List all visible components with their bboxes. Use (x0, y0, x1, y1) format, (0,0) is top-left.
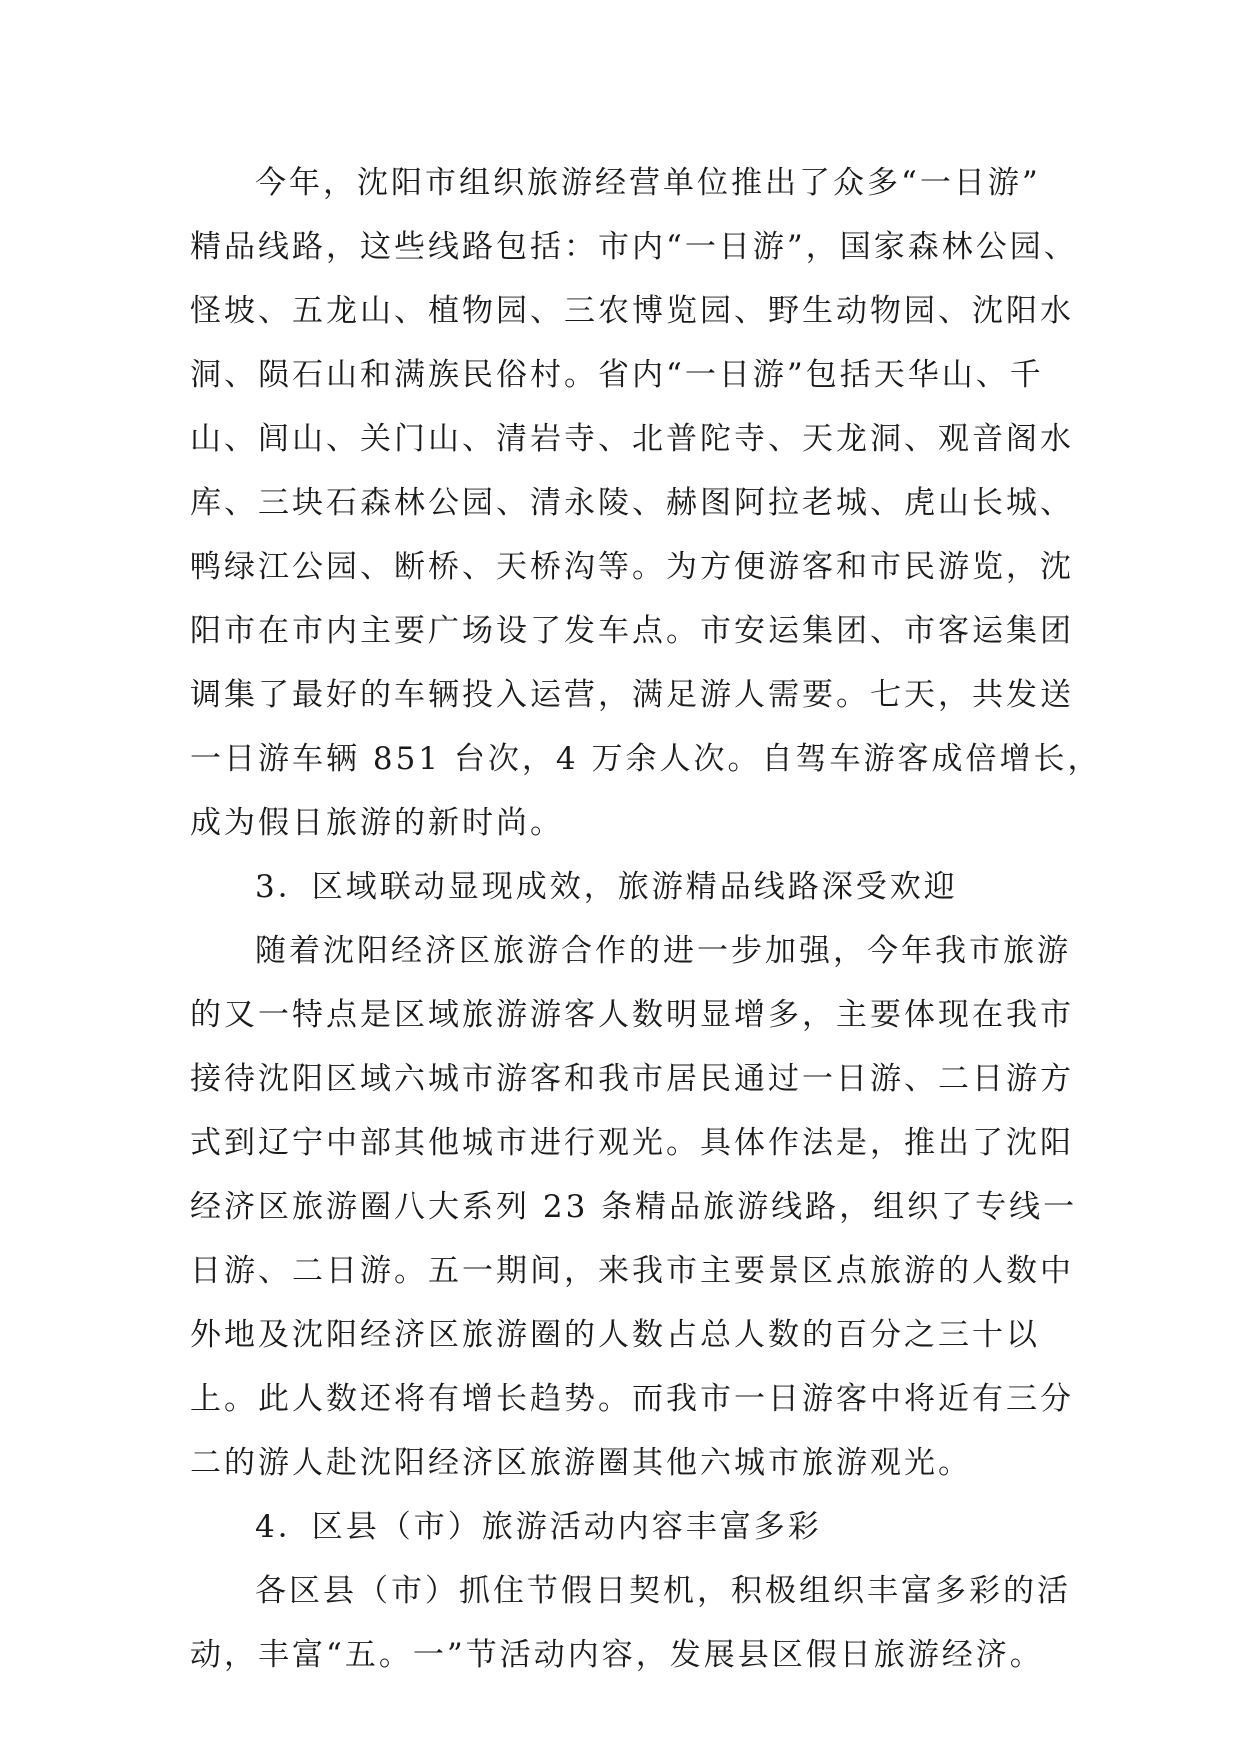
paragraph-line: 各区县（市）抓住节假日契机，积极组织丰富多彩的活 (255, 1573, 1071, 1609)
paragraph-line: 今年，沈阳市组织旅游经营单位推出了众多“一日游” (255, 165, 1041, 201)
paragraph-line: 成为假日旅游的新时尚。 (190, 805, 564, 841)
paragraph-line: 洞、陨石山和满族民俗村。省内“一日游”包括天华山、千 (190, 357, 1044, 393)
paragraph-line: 调集了最好的车辆投入运营，满足游人需要。七天，共发送 (190, 677, 1074, 713)
paragraph-line: 一日游车辆 851 台次，4 万余人次。自驾车游客成倍增长， (190, 741, 1102, 777)
paragraph-line: 随着沈阳经济区旅游合作的进一步加强，今年我市旅游 (255, 933, 1071, 969)
section-heading: 4．区县（市）旅游活动内容丰富多彩 (255, 1509, 822, 1545)
paragraph-line: 外地及沈阳经济区旅游圈的人数占总人数的百分之三十以 (190, 1317, 1040, 1353)
paragraph-line: 二的游人赴沈阳经济区旅游圈其他六城市旅游观光。 (190, 1445, 972, 1481)
paragraph-line: 动，丰富“五。一”节活动内容，发展县区假日旅游经济。 (190, 1637, 1044, 1673)
paragraph-line: 式到辽宁中部其他城市进行观光。具体作法是，推出了沈阳 (190, 1125, 1074, 1161)
paragraph-line: 的又一特点是区域旅游游客人数明显增多，主要体现在我市 (190, 997, 1074, 1033)
section-heading: 3．区域联动显现成效，旅游精品线路深受欢迎 (255, 869, 958, 905)
paragraph-line: 接待沈阳区域六城市游客和我市居民通过一日游、二日游方 (190, 1061, 1074, 1097)
paragraph-line: 鸭绿江公园、断桥、天桥沟等。为方便游客和市民游览，沈 (190, 549, 1074, 585)
paragraph-line: 怪坡、五龙山、植物园、三农博览园、野生动物园、沈阳水 (190, 293, 1074, 329)
paragraph-line: 库、三块石森林公园、清永陵、赫图阿拉老城、虎山长城、 (190, 485, 1074, 521)
paragraph-line: 经济区旅游圈八大系列 23 条精品旅游线路，组织了专线一 (190, 1189, 1078, 1225)
paragraph-line: 精品线路，这些线路包括：市内“一日游”，国家森林公园、 (190, 229, 1078, 265)
paragraph-line: 上。此人数还将有增长趋势。而我市一日游客中将近有三分 (190, 1381, 1074, 1417)
paragraph-line: 山、闾山、关门山、清岩寺、北普陀寺、天龙洞、观音阁水 (190, 421, 1074, 457)
paragraph-line: 阳市在市内主要广场设了发车点。市安运集团、市客运集团 (190, 613, 1074, 649)
paragraph-line: 日游、二日游。五一期间，来我市主要景区点旅游的人数中 (190, 1253, 1074, 1289)
